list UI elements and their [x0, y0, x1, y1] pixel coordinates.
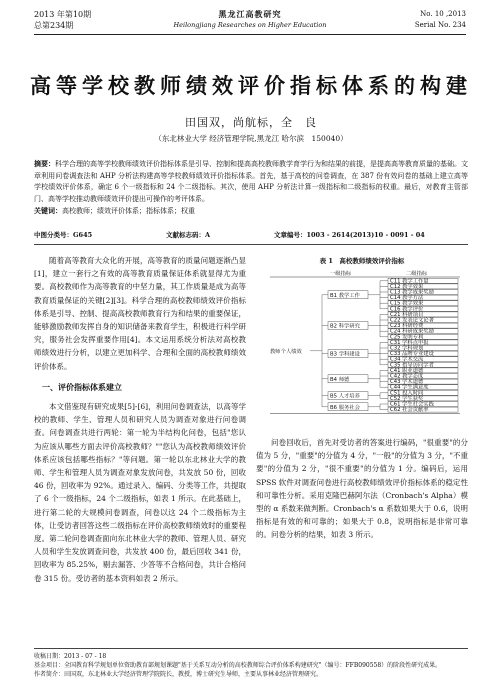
serial-en: Serial No. 234	[414, 21, 466, 29]
journal-name-en: Heilongjiang Researches on Higher Education	[173, 21, 327, 29]
intro-paragraph: 随着高等教育大众化的开展，高等教育的质量问题逐渐凸显[1]，建立一套行之有效的高等教育质量保证体系就显得尤为重要。高校教师作为高等教育的中坚力量，其工作质量是成为高等教育质量保证的关键[2][3]。科学合理的高校教师绩效评价指标体系是引导、控制、提高高校教师教育行为和结果的重要保证，能够激励教师发挥自身的知识储备来教育学生，积极进行科学研究，服务社会发挥重要作用[4]。本文运用系统分析法对高校教师绩效进行分析，以建立更加科学、合理和全面的高校教师绩效评价体系。	[34, 256, 246, 371]
level2-label: C42 教学态度	[390, 373, 424, 380]
article-title: 高等学校教师绩效评价指标体系的构建	[30, 74, 472, 98]
document-code: 文献标志码：A	[166, 231, 211, 239]
coding-paragraph: 问卷回收后，首先对受访者的答案进行编码，"很重要"的分值为 5 分，"重要"的分值为 4 分，"一般"的分值为 3 分，"不重要"的分值为 2 分，"很不重要"的分值为 1 分。编码后，运用 SPSS 软件对调查问卷进行高校教师绩效评价指标体系的稳定性和可靠性分析。采用克隆巴赫阿尔法（Cronbach's Alpha）模型的 α 系数来做判断。Cronbach's α 系数如果大于 0.6，说明指标是有效的和可靠的；如果大于 0.8，说明指标是非常可靠的。问卷分析的结果，如表 3 所示。	[256, 438, 468, 540]
abstract-paragraph	[34, 158, 468, 205]
article-number: 文章编号：1003 - 2614(2013)10 - 0091 - 04	[274, 231, 425, 239]
level1-label: B5 人才培养	[330, 393, 360, 400]
level2-label: C25 发明专利	[390, 334, 424, 341]
level1-label: B2 科学研究	[330, 323, 360, 330]
section1-paragraph: 本文借鉴现有研究成果[5]-[6]，利用问卷调查法，以高等学校的教师、学生、管理人员和研究人员为调查对象进行问卷调查。问卷调查共进行两轮：第一轮为半结构化问卷，包括"您认为应该从哪些方面去评价高校教师？""您认为高校教师绩效评价体系应该包括哪些指标？"等问题。第一轮以东北林业大学的教师、学生和管理人员为调查对象发放问卷，共发放 50 份，回收 46 份，回收率为 92%。通过录入、编码、分类等工作，共提取了 6 个一级指标，24 个二级指标，如表 1 所示。在此基础上，进行第二轮的大规模问卷调查，问卷以这 24 个二级指标为主体，让受访者回答这些二级指标在评价高校教师绩效时的重要程度。第二轮问卷调查面向东北林业大学的教师、管理人员、研究人员和学生发放调查问卷，共发放 400 份，最后回收 341 份，回收率为 85.25%，剔去漏答、少答等不合格问卷，共计合格问卷 315 份。受访者的基本资料如表 2 所示。	[34, 402, 246, 583]
level1-label: B1 教学工作	[330, 292, 360, 299]
level2-label: C52 学生获奖	[390, 395, 424, 402]
fund-note: 基金项目：全国教育科学规划单位资助教育部规划课题"基于关系互动分析的高校教师综合评价体系构建研究"（编号：FFB090558）的阶段性研究成果。	[34, 662, 442, 669]
left-column	[34, 254, 246, 585]
table-title: 表 1 高校教师绩效评价指标	[319, 257, 405, 265]
clc-code: 中图分类号：G645	[34, 231, 93, 239]
issue-label: 2013 年第10期	[34, 10, 92, 19]
level2-label: C62 社会贡献率	[390, 407, 429, 414]
level1-label: B6 服务社会	[330, 404, 360, 411]
level2-label: C15 教学效果	[390, 300, 424, 307]
level2-label: C16 教学评价	[390, 306, 424, 313]
root-label: 教师个人绩效	[270, 348, 302, 355]
keywords-label: 关键词：	[34, 206, 62, 215]
keywords-text: 高校教师；绩效评价体系；指标体系；权重	[62, 207, 195, 215]
author-bio: 作者简介：田国双，东北林业大学经济管理学院院长，教授，博士研究生导师，主要从事林业经济管理研究。	[34, 671, 323, 678]
level2-label: C31 学科点申报	[390, 339, 429, 346]
level2-label: C11 教学工作量	[390, 278, 429, 285]
table-head-level1: 一级指标	[330, 271, 352, 277]
footnote-block	[34, 648, 468, 679]
abstract-text: 科学合理的高等学校教师绩效评价指标体系是引导、控制和提高高校教师教学育学行为和结果的前提，是提高高等教育质量的基础。文章利用问卷调查法和 AHP 分析法构建高等学校教师绩效评价指标体系。首先，基于高校的问卷调查，在 387 份有效问卷的基础上建立高等学校绩效评价体系，确定 6 个一级指标和 24 个二级指标。其次，使用 AHP 分析法计算一级指标和二级指标的权重。最后，对教育主管部门、高等学校推动教师绩效评价提出可操作的考评体系。	[34, 160, 468, 203]
level2-label: C51 投入时间	[390, 390, 424, 397]
level2-label: C41 职业道德	[390, 367, 424, 374]
article-affiliation: （东北林业大学 经济管理学院,黑龙江 哈尔滨 150040）	[154, 134, 348, 143]
abstract-block	[34, 158, 468, 218]
level2-label: C32 学科规划	[390, 345, 424, 352]
header-divider	[34, 244, 468, 245]
masthead-right	[415, 9, 466, 31]
level1-label: B4 师德	[330, 376, 350, 383]
level2-label: C23 科研经费	[390, 323, 424, 330]
serial-label: 总第234期	[34, 21, 74, 30]
level2-label: C21 科研项目	[390, 311, 424, 318]
journal-masthead	[34, 9, 466, 35]
level2-label: C22 发表论文论著	[390, 317, 434, 324]
level1-label: B3 学科建设	[330, 351, 360, 358]
issue-en: No. 10 ,2013	[420, 10, 466, 18]
journal-name: 黑龙江高教研究	[218, 9, 282, 19]
article-authors: 田国双，尚航标，全 良	[185, 116, 317, 129]
right-column	[256, 436, 468, 542]
level2-label: C61 学生社会实践	[390, 401, 434, 408]
level2-label: C24 科研成果奖励	[390, 328, 434, 335]
masthead-center	[144, 9, 356, 31]
abstract-label: 摘要：	[34, 159, 55, 168]
table-head-level2: 二级指标	[406, 271, 428, 277]
masthead-left	[34, 9, 91, 31]
level2-label: C14 教学方法	[390, 295, 424, 302]
received-date: 收稿日期：2013 - 07 - 18	[34, 653, 107, 660]
level2-label: C35 指导访问学者	[390, 362, 434, 369]
level2-label: C13 教学成果奖励	[390, 289, 434, 296]
indicator-table	[270, 268, 460, 430]
level2-label: C43 学术道德	[390, 379, 424, 386]
level2-label: C34 学术交流	[390, 356, 424, 363]
level2-label: C44 学生满意度	[390, 384, 429, 391]
indicator-tree	[270, 268, 460, 430]
level2-label: C12 教学效果	[390, 283, 424, 290]
keywords-line	[34, 205, 468, 218]
section-heading: 一、评价指标体系建立	[42, 382, 122, 392]
level2-label: C33 品牌专业建设	[390, 351, 434, 358]
